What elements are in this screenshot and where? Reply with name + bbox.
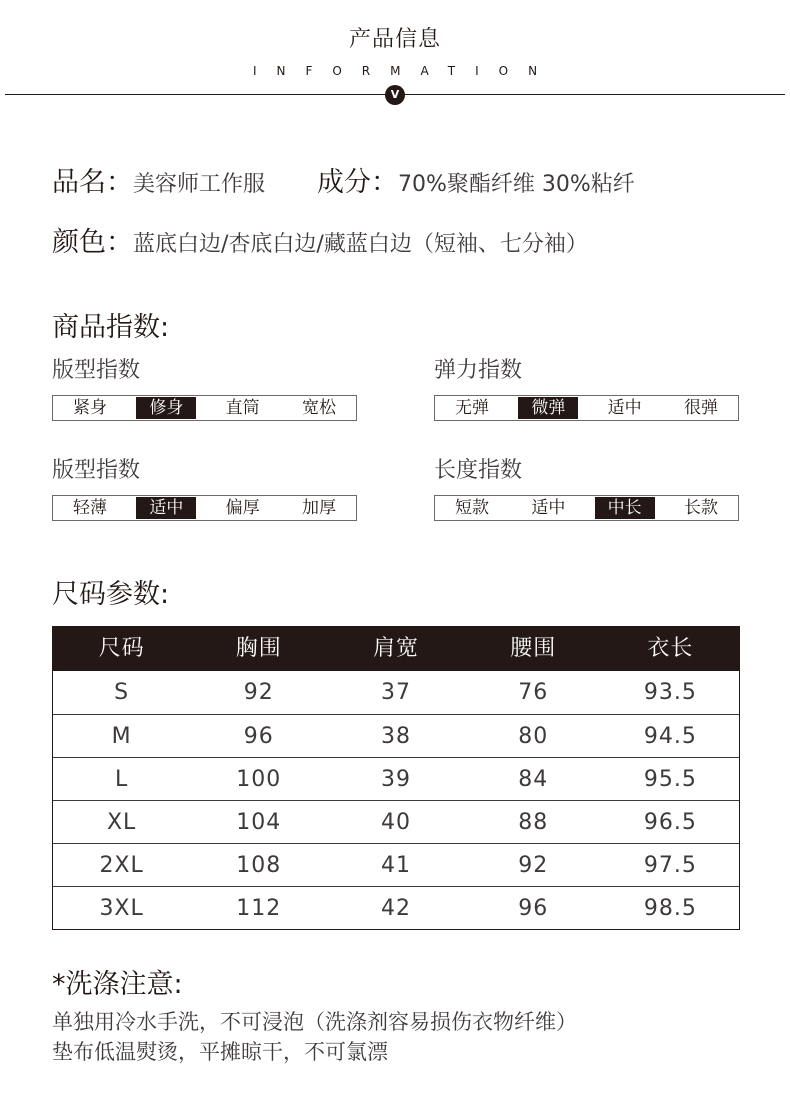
table-cell: 41: [381, 853, 411, 878]
page-title: 产品信息: [348, 27, 441, 52]
index-option: 偏厚: [225, 498, 260, 518]
index-label: 弹力指数: [434, 358, 523, 383]
table-row: [53, 671, 739, 714]
table-cell: 96: [243, 724, 274, 749]
table-cell: 40: [381, 810, 411, 835]
table-cell: 96.5: [643, 810, 697, 835]
index-option: 适中: [531, 498, 566, 518]
index-scale: [434, 395, 739, 421]
care-line-2: 垫布低温熨烫，平摊晾干，不可氯漂: [52, 1040, 388, 1064]
index-scale: [434, 495, 739, 521]
index-option: 直筒: [225, 398, 260, 418]
table-cell: 94.5: [643, 724, 697, 749]
index-option: 短款: [455, 498, 489, 518]
table-cell: 39: [381, 767, 411, 792]
table-cell: 37: [381, 680, 411, 705]
table-cell: 93.5: [643, 680, 697, 705]
table-cell: 98.5: [643, 896, 697, 921]
page-subtitle: INFORMATION: [252, 64, 558, 78]
table-cell: 97.5: [643, 853, 697, 878]
table-cell: S: [114, 680, 130, 705]
product-name-value: 美容师工作服: [133, 172, 266, 197]
index-option: 无弹: [455, 398, 489, 418]
table-cell: 104: [236, 810, 282, 835]
table-cell: 112: [236, 896, 282, 921]
table-cell: 84: [518, 767, 549, 792]
table-cell: 88: [518, 810, 549, 835]
table-row: [53, 843, 739, 886]
table-cell: XL: [106, 810, 137, 835]
index-option-selected: 适中: [136, 497, 196, 519]
color-label: 颜色：: [52, 227, 133, 258]
index-option: 长款: [683, 498, 718, 518]
index-option-selected: 修身: [136, 397, 196, 419]
index-option: 适中: [607, 398, 642, 418]
table-row: [53, 886, 739, 929]
table-row: [53, 714, 739, 757]
index-option: 宽松: [301, 398, 336, 418]
index-scale: [52, 495, 357, 521]
index-option-selected: 中长: [595, 497, 655, 519]
index-option: 紧身: [73, 398, 107, 418]
table-cell: 92: [518, 853, 549, 878]
care-line-1: 单独用冷水手洗，不可浸泡（洗涤剂容易损伤衣物纤维）: [52, 1010, 577, 1034]
table-cell: 76: [518, 680, 549, 705]
table-row: [53, 757, 739, 800]
index-option: 轻薄: [73, 498, 107, 518]
index-label: 版型指数: [52, 458, 141, 483]
table-cell: 3XL: [99, 896, 144, 921]
index-option: 加厚: [301, 498, 336, 518]
composition-value: 70%聚酯纤维 30%粘纤: [398, 172, 635, 197]
table-cell: 92: [243, 680, 274, 705]
size-table: [52, 626, 740, 930]
chevron-down-icon: V: [385, 85, 405, 105]
table-cell: 108: [236, 853, 282, 878]
info-row-name-composition: [52, 160, 635, 199]
table-cell: 95.5: [643, 767, 697, 792]
indices-section-title: 商品指数:: [52, 312, 170, 343]
color-value: 蓝底白边/杏底白边/藏蓝白边（短袖、七分袖）: [133, 232, 588, 257]
table-cell: 100: [236, 767, 282, 792]
table-row: [53, 800, 739, 843]
table-cell: 96: [518, 896, 549, 921]
index-option: 很弹: [683, 398, 718, 418]
table-header-cell: 胸围: [235, 636, 282, 661]
table-header-cell: 肩宽: [373, 636, 420, 661]
table-cell: 80: [518, 724, 549, 749]
care-section-title: *洗涤注意:: [52, 969, 183, 1000]
index-label: 版型指数: [52, 358, 141, 383]
product-name-label: 品名：: [52, 167, 133, 198]
table-cell: M: [111, 724, 132, 749]
table-cell: 2XL: [99, 853, 144, 878]
table-cell: 38: [381, 724, 411, 749]
info-row-color: [52, 220, 588, 259]
table-cell: 42: [381, 896, 411, 921]
size-table-header: [53, 627, 739, 671]
table-cell: L: [114, 767, 129, 792]
index-scale: [52, 395, 357, 421]
table-header-cell: 衣长: [647, 636, 694, 661]
index-option-selected: 微弹: [518, 397, 578, 419]
size-section-title: 尺码参数:: [52, 579, 170, 610]
table-header-cell: 尺码: [98, 636, 145, 661]
table-header-cell: 腰围: [510, 636, 557, 661]
index-label: 长度指数: [434, 458, 523, 483]
composition-label: 成分：: [317, 167, 399, 198]
